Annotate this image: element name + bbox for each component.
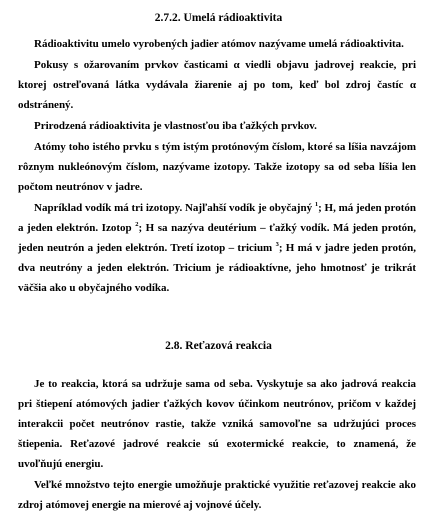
section-body-umela-radioaktivita <box>18 34 416 298</box>
paragraph-energy-use: Veľké množstvo tejto energie umožňuje praktické využitie reťazovej reakcie ako zdroj atómovej energie na mierové aj vojnové účely. <box>18 479 416 511</box>
paragraph-isotopes-definition: Atómy toho istého prvku s tým istým protónovým číslom, ktoré sa líšia navzájom rôznym nukleónovým číslom, nazývame izotopy. Takže izotopy sa od seba líšia len počtom neutrónov v jadre. <box>18 141 416 193</box>
paragraph-definition: Rádioaktivitu umelo vyrobených jadier atómov nazývame umelá rádioaktivita. <box>34 38 404 50</box>
isotope-text-part-1: Napríklad vodík má tri izotopy. Najľahší vodík je obyčajný <box>34 202 313 214</box>
isotope-superscript-1: 1 <box>314 201 319 208</box>
section-heading-retazova-reakcia: 2.8. Reťazová reakcia <box>165 340 272 352</box>
paragraph-natural-radioactivity: Prirodzená rádioaktivita je vlastnosťou iba ťažkých prvkov. <box>34 120 317 132</box>
section-body-retazova-reakcia <box>18 374 416 515</box>
section-heading-umela-radioaktivita: 2.7.2. Umelá rádioaktivita <box>154 12 283 24</box>
paragraph-chain-reaction: Je to reakcia, ktorá sa udržuje sama od seba. Vyskytuje sa ako jadrová reakcia pri štiepení atómových jadier ťažkých kovov účinkom neutrónov, pričom v každej interakcii počet neutrónov rastie, takže vzniká samovoľne sa udržujúci proces štiepenia. Reťazové jadrové reakcie sú exotermické reakcie, to znamená, že uvoľňujú energiu. <box>18 378 416 470</box>
isotope-text-part-4: ; H má v jadre jeden protón, dva neutróny a jeden elektrón. Tricium je rádioaktívne, jeho hmotnosť je trikrát väčšia ako u obyčajného vodíka. <box>18 242 416 294</box>
isotope-superscript-3: 3 <box>275 241 279 248</box>
isotope-text-part-2: ; H, má jeden protón a jeden elektrón. Izotop <box>18 202 417 234</box>
isotope-superscript-2: 2 <box>135 221 139 228</box>
isotope-text-part-3: ; H sa nazýva deutérium – ťažký vodík. Má jeden protón, jeden neutrón a jeden elektrón. Tretí izotop – tricium <box>18 222 416 254</box>
paragraph-hydrogen-isotopes <box>18 198 416 298</box>
paragraph-alpha-experiments: Pokusy s ožarovaním prvkov časticami α viedli objavu jadrovej reakcie, pri ktorej ostreľovaná látka vydávala žiarenie aj po tom, keď bol zdroj častíc α odstránený. <box>18 59 416 111</box>
